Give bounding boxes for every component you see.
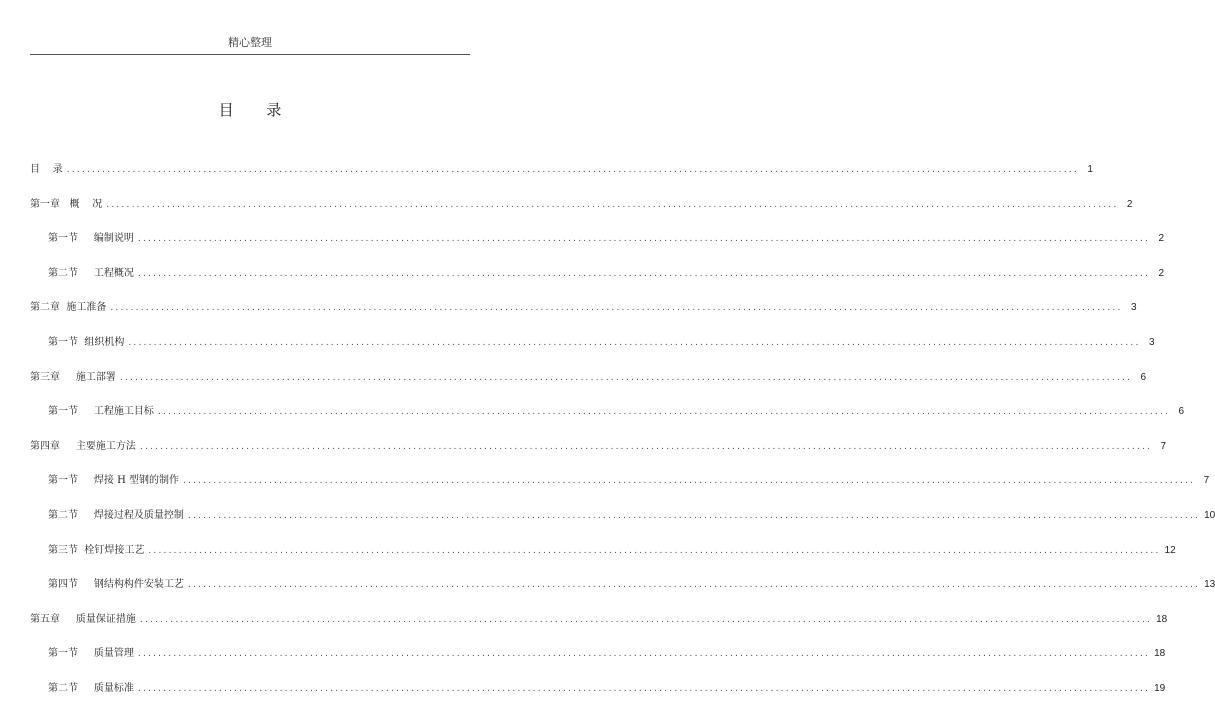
toc-entry-label: 第二章 施工准备 <box>30 302 107 314</box>
toc-entry[interactable] <box>48 577 1215 591</box>
toc-entry-label: 第四节 钢结构构件安装工艺 <box>48 579 184 591</box>
toc-entry[interactable] <box>30 162 1093 176</box>
toc-entry-page: 3 <box>1148 337 1155 348</box>
toc-entry-page: 19 <box>1154 683 1166 694</box>
toc-title: 目 录 <box>218 101 296 119</box>
toc-entry-page: 12 <box>1164 544 1176 556</box>
toc-leader-dots: ........................................................................................................................................................................................................ <box>187 580 1201 591</box>
toc-entry[interactable] <box>48 231 1165 245</box>
toc-entry[interactable] <box>48 508 1215 522</box>
toc-entry-label: 第四章 主要施工方法 <box>30 440 136 452</box>
toc-entry-page: 6 <box>1178 406 1185 418</box>
toc-entry-label: 第一节 组织机构 <box>48 337 125 348</box>
toc-entry[interactable] <box>48 473 1210 487</box>
toc-entry-page: 1 <box>1087 164 1093 175</box>
toc-entry[interactable] <box>48 266 1165 280</box>
toc-entry-page: 7 <box>1160 440 1167 452</box>
toc-entry-label: 第一章 概 况 <box>30 198 103 210</box>
toc-entry[interactable] <box>30 300 1137 314</box>
toc-leader-dots: ........................................................................................................................................................................................................ <box>157 407 1171 418</box>
toc-leader-dots: ........................................................................................................................................................................................................ <box>128 338 1141 348</box>
toc-entry-page: 2 <box>1158 233 1165 245</box>
toc-entry-page: 18 <box>1154 648 1166 660</box>
toc-entry-page: 2 <box>1158 267 1165 279</box>
toc-leader-dots: ........................................................................................................................................................................................................ <box>139 614 1153 625</box>
toc-leader-dots: ........................................................................................................................................................................................................ <box>139 441 1153 452</box>
toc-leader-dots: ........................................................................................................................................................................................................ <box>137 649 1151 660</box>
toc-leader-dots: ........................................................................................................................................................................................................ <box>66 165 1079 175</box>
toc-leader-dots: ........................................................................................................................................................................................................ <box>106 199 1119 210</box>
toc-leader-dots: ........................................................................................................................................................................................................ <box>148 545 1161 556</box>
toc-entry-label: 第三章 施工部署 <box>30 371 116 383</box>
page-header: 精心整理 <box>228 36 272 49</box>
toc-entry-page: 7 <box>1203 475 1210 487</box>
toc-entry[interactable] <box>48 543 1176 557</box>
toc-leader-dots: ........................................................................................................................................................................................................ <box>182 476 1196 487</box>
toc-entry[interactable] <box>48 335 1155 349</box>
toc-entry-page: 2 <box>1126 198 1133 210</box>
toc-entry[interactable] <box>48 646 1166 660</box>
toc-entry-page: 10 <box>1204 510 1215 521</box>
toc-entry-label: 第二节 质量标准 <box>48 683 134 694</box>
toc-entry-label: 第二节 焊接过程及质量控制 <box>48 510 184 521</box>
toc-entry-page: 6 <box>1140 371 1147 383</box>
toc-entry-label: 第一节 质量管理 <box>48 648 134 660</box>
toc-entry-label: 第一节 焊接 H 型钢的制作 <box>48 475 179 487</box>
toc-leader-dots: ........................................................................................................................................................................................................ <box>110 303 1123 314</box>
toc-leader-dots: ........................................................................................................................................................................................................ <box>187 511 1201 521</box>
toc-entry-label: 第二节 工程概况 <box>48 267 134 279</box>
toc-entry[interactable] <box>30 612 1168 626</box>
toc-entry[interactable] <box>30 439 1167 453</box>
toc-entry[interactable] <box>48 681 1166 695</box>
toc-entry-page: 3 <box>1130 302 1137 314</box>
toc-entry[interactable] <box>48 404 1185 418</box>
toc-leader-dots: ........................................................................................................................................................................................................ <box>137 268 1151 279</box>
toc-entry[interactable] <box>30 197 1133 211</box>
toc-entry-page: 13 <box>1204 579 1215 591</box>
toc-leader-dots: ........................................................................................................................................................................................................ <box>137 684 1151 694</box>
toc-entry[interactable] <box>30 370 1147 384</box>
toc-entry-label: 第五章 质量保证措施 <box>30 613 136 625</box>
toc-entry-label: 第三节 栓钉焊接工艺 <box>48 544 145 556</box>
toc-entry-label: 第一节 工程施工目标 <box>48 406 154 418</box>
toc-entry-page: 18 <box>1156 613 1168 625</box>
toc-entry-label: 第一节 编制说明 <box>48 233 134 245</box>
toc-entry-label: 目 录 <box>30 164 63 175</box>
toc-leader-dots: ........................................................................................................................................................................................................ <box>119 372 1133 383</box>
toc-leader-dots: ........................................................................................................................................................................................................ <box>137 234 1151 245</box>
